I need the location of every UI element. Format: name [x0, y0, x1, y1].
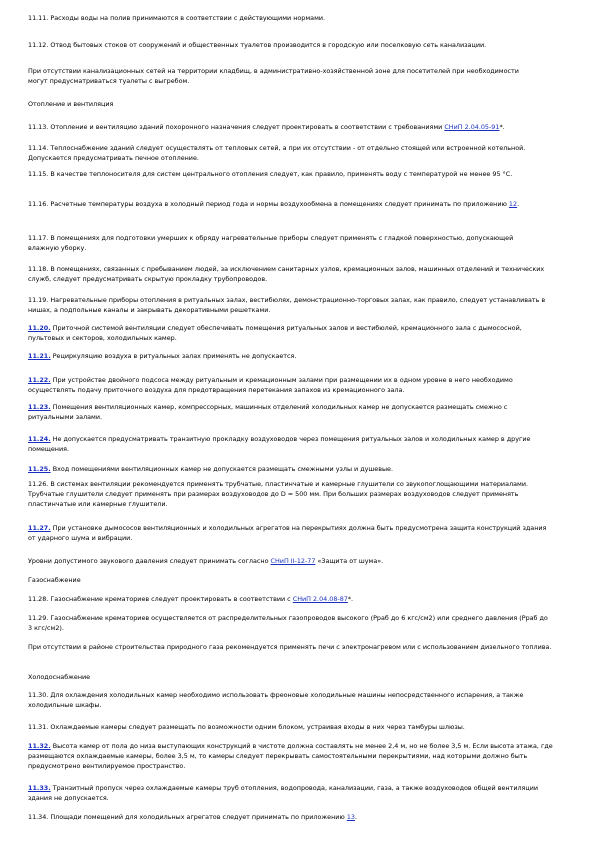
paragraph-11-19: 11.19. Нагревательные приборы отопления в ритуальных залах, вестибюлях, демонстрационно-торговых залах, как правило, следует устанавливать в нишах, а подпольные каналы и закрывать декоративными решетками. — [28, 296, 546, 314]
paragraph-11-21-text: Рециркуляцию воздуха в ритуальных залах применять не допускается. — [50, 352, 297, 360]
paragraph-11-14: 11.14. Теплоснабжение зданий следует осуществлять от тепловых сетей, а при их отсутствии - от отдельно стоящей или встроенной котельной. Допускается предусматривать печное отопление. — [28, 144, 526, 162]
paragraph-11-21 — [28, 352, 296, 362]
paragraph-11-32 — [28, 742, 568, 771]
anchor-11-21[interactable]: 11.21. — [28, 352, 51, 360]
paragraph-11-22-text: При устройстве двойного подсоса между ритуальным и кремационным залами при размещении их в одном уровне в него необходимо осуществлять подачу приточного воздуха для предотвращения перетекания запахов из кремационного зала. — [28, 376, 513, 394]
section-heading-cooling: Холодоснабжение — [28, 673, 91, 681]
paragraph-noise-levels — [28, 557, 383, 567]
paragraph-11-20-text: Приточной системой вентиляции следует обеспечивать помещения ритуальных залов и вестибюлей, кремационного зала с дымососной, пультовых и секторов, холодильных камер. — [28, 324, 522, 342]
paragraph-11-23-text: Помещения вентиляционных камер, компрессорных, машинных отделений холодильных камер не допускается размещать смежно с ритуальными залами. — [28, 403, 508, 421]
paragraph-11-12: 11.12. Отвод бытовых стоков от сооружений и общественных туалетов производится в городскую или поселковую сеть канализации. — [28, 41, 487, 49]
section-heading-gas: Газоснабжение — [28, 576, 81, 584]
link-snip-2-04-08-87[interactable]: СНиП 2.04.08-87 — [292, 595, 348, 603]
link-snip-2-04-05-91[interactable]: СНиП 2.04.05-91 — [444, 123, 500, 131]
paragraph-11-27-text: При установке дымососов вентиляционных и холодильных агрегатов на перекрытиях должна быть предусмотрена защита конструкций здания от ударного шума и вибрации. — [28, 524, 547, 542]
paragraph-11-20 — [28, 324, 543, 344]
anchor-11-27[interactable]: 11.27. — [28, 524, 51, 532]
paragraph-11-16 — [28, 200, 548, 210]
paragraph-11-13-text: 11.13. Отопление и вентиляцию зданий похоронного назначения следует проектировать в соответствии с требованиями — [28, 123, 445, 131]
paragraph-11-28-tail: *. — [347, 595, 354, 603]
anchor-11-33[interactable]: 11.33. — [28, 784, 51, 792]
anchor-11-20[interactable]: 11.20. — [28, 324, 51, 332]
paragraph-no-gas: При отсутствии в районе строительства природного газа рекомендуется применять печи с электронагревом или с использованием дизельного топлива. — [28, 643, 552, 651]
paragraph-11-28 — [28, 595, 353, 605]
paragraph-11-33-text: Транзитный пропуск через охлаждаемые камеры труб отопления, водопровода, канализации, газа, а также воздуховодов общей вентиляции здания не допускается. — [28, 784, 539, 802]
link-appendix-12[interactable]: 12 — [508, 200, 518, 208]
paragraph-toilets: При отсутствии канализационных сетей на территории кладбищ, в административно-хозяйственной зоне для посетителей при необходимости могут предусматриваться туалеты с выгребом. — [28, 67, 519, 85]
paragraph-11-22 — [28, 376, 553, 396]
anchor-11-23[interactable]: 11.23. — [28, 403, 51, 411]
link-snip-ii-12-77[interactable]: СНиП II-12-77 — [270, 557, 316, 565]
anchor-11-22[interactable]: 11.22. — [28, 376, 51, 384]
paragraph-11-25-text: Вход помещениями вентиляционных камер не допускается размещать смежными узлы и душевые. — [50, 465, 393, 473]
paragraph-11-16-text: 11.16. Расчетные температуры воздуха в холодный период года и нормы воздухообмена в помещениях следует принимать по приложению — [28, 200, 509, 208]
paragraph-11-34-tail: . — [354, 813, 358, 821]
paragraph-11-17: 11.17. В помещениях для подготовки умерших к обряду нагревательные приборы следует применять с гладкой поверхностью, допускающей влажную уборку. — [28, 234, 514, 252]
paragraph-11-23 — [28, 403, 548, 423]
paragraph-noise-tail: «Защита от шума». — [315, 557, 384, 565]
paragraph-11-13-tail: *. — [499, 123, 505, 131]
paragraph-11-18: 11.18. В помещениях, связанных с пребыванием людей, за исключением санитарных узлов, кремационных залов, машинных отделений и технических служб, следует предусматривать скрытую прокладку трубопроводов. — [28, 265, 545, 283]
paragraph-11-29: 11.29. Газоснабжение крематориев осуществляется от распределительных газопроводов высокого (Рраб до 6 кгс/см2) или среднего давления (Рраб до 3 кгс/см2). — [28, 614, 548, 632]
paragraph-11-31: 11.31. Охлаждаемые камеры следует размещать по возможности одним блоком, устраивая входы в них через тамбуры шлюзы. — [28, 723, 465, 731]
paragraph-11-24 — [28, 435, 548, 455]
paragraph-11-34-text: 11.34. Площади помещений для холодильных агрегатов следует принимать по приложению — [28, 813, 347, 821]
paragraph-11-33 — [28, 784, 553, 804]
paragraph-11-15: 11.15. В качестве теплоносителя для систем центрального отопления следует, как правило, применять воду с температурой не менее 95 °С. — [28, 170, 513, 178]
paragraph-11-27 — [28, 524, 553, 544]
paragraph-11-34 — [28, 813, 357, 823]
paragraph-11-26: 11.26. В системах вентиляции рекомендуется применять трубчатые, пластинчатые и камерные глушители со звукопоглощающими материалами. Трубчатые глушители следует применять при размерах воздуховодов до D = 500 мм. При больших размерах воздуховодов следует применять пластинчатые или камерные глушители. — [28, 480, 529, 508]
paragraph-11-13 — [28, 123, 505, 133]
paragraph-11-30: 11.30. Для охлаждения холодильных камер необходимо использовать фреоновые холодильные машины непосредственного испарения, а также холодильные шкафы. — [28, 691, 524, 709]
anchor-11-32[interactable]: 11.32. — [28, 742, 51, 750]
section-heading-heating: Отопление и вентиляция — [28, 100, 114, 108]
paragraph-11-28-text: 11.28. Газоснабжение крематориев следует проектировать в соответствии с — [28, 595, 293, 603]
anchor-11-24[interactable]: 11.24. — [28, 435, 51, 443]
anchor-11-25[interactable]: 11.25. — [28, 465, 51, 473]
paragraph-11-32-text: Высота камер от пола до низа выступающих конструкций в чистоте должна составлять не менее 2,4 м, но не более 3,5 м. Если высота этажа, где размещаются охлаждаемые камеры, более 3,5 м, то камеры следует перекрывать самостоятельными перекрытиями, над которыми должно быть предусмотрено вентилируемое пространство. — [28, 742, 553, 770]
link-appendix-13[interactable]: 13 — [346, 813, 355, 821]
paragraph-11-25 — [28, 465, 393, 475]
paragraph-noise-text: Уровни допустимого звукового давления следует принимать согласно — [28, 557, 271, 565]
paragraph-11-16-tail: . — [517, 200, 520, 208]
paragraph-11-24-text: Не допускается предусматривать транзитную прокладку воздуховодов через помещения ритуальных залов и холодильных камер в другие помещения. — [28, 435, 531, 453]
paragraph-11-11: 11.11. Расходы воды на полив принимаются в соответствии с действующими нормами. — [28, 14, 326, 22]
